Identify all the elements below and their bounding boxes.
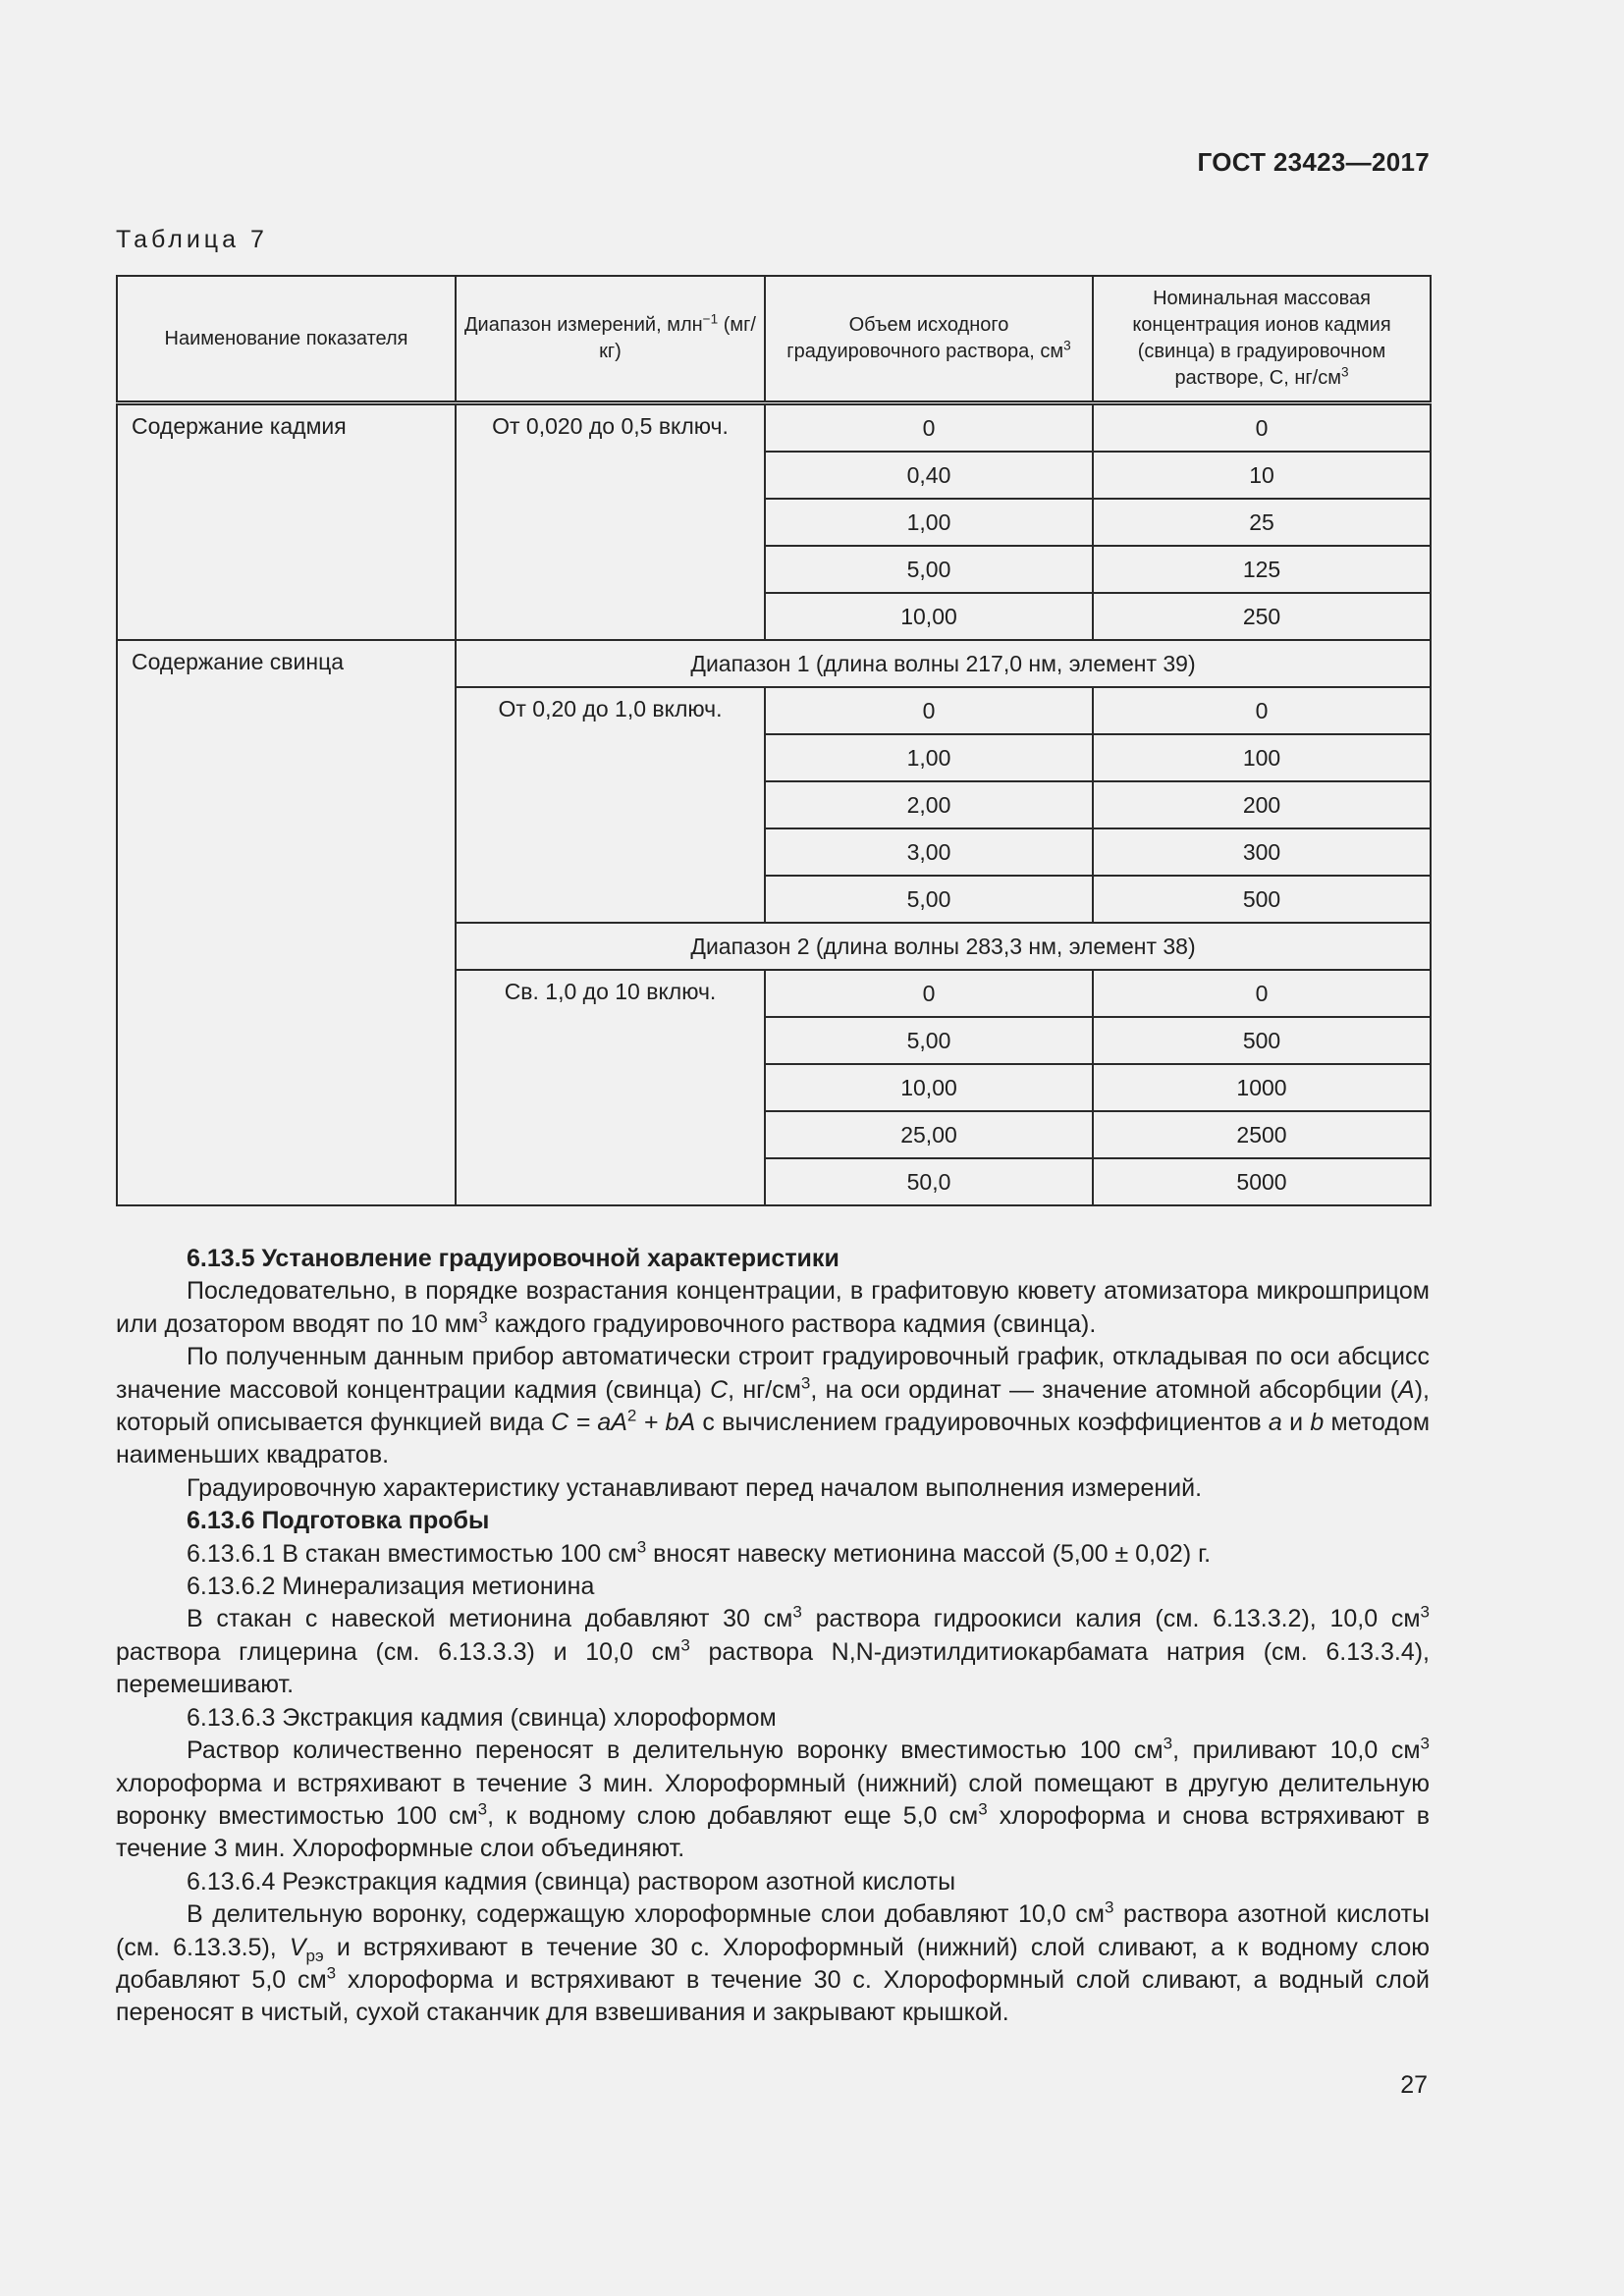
lead-name-cell: Содержание свинца xyxy=(117,640,456,1205)
header-indicator: Наименование показателя xyxy=(117,276,456,403)
concentration-cell: 125 xyxy=(1093,546,1431,593)
header-concentration: Номинальная массовая концентрация ионов кадмия (свинца) в градуировочном растворе, C, $нг/см^3$ xyxy=(1093,276,1431,403)
concentration-cell: 2500 xyxy=(1093,1111,1431,1158)
table-header-row xyxy=(117,276,1431,403)
concentration-cell: 500 xyxy=(1093,876,1431,923)
volume-cell: 5,00 xyxy=(765,546,1093,593)
concentration-cell: 0 xyxy=(1093,403,1431,453)
volume-cell: 25,00 xyxy=(765,1111,1093,1158)
body-text xyxy=(116,1243,1430,2030)
section-heading: 6.13.6 Подготовка пробы xyxy=(187,1507,490,1535)
concentration-cell: 250 xyxy=(1093,593,1431,640)
paragraph: 6.13.6.4 Реэкстракция кадмия (свинца) раствором азотной кислоты xyxy=(187,1867,956,1896)
volume-cell: 2,00 xyxy=(765,781,1093,828)
concentration-cell: 25 xyxy=(1093,499,1431,546)
volume-cell: 5,00 xyxy=(765,876,1093,923)
paragraph: В делительную воронку, содержащую хлороформные слои добавляют 10,0 $см^3$ раствора азотной кислоты (см. 6.13.3.5), $V_{рэ}$ и встряхивают в течение 30 с. Хлороформный (нижний) слой сливают, а к водному слою добавляют 5,0 $см^3$ хлороформа и встряхивают в течение 30 с. Хлороформный слой сливают, а водный слой переносят в чистый, сухой стаканчик для взвешивания и закрывают крышкой. xyxy=(116,1897,1430,2027)
cadmium-name-cell: Содержание кадмия xyxy=(117,403,456,641)
document-header: ГОСТ 23423—2017 xyxy=(1197,147,1430,177)
concentration-cell: 0 xyxy=(1093,970,1431,1017)
paragraph: 6.13.6.1 В стакан вместимостью 100 $см^3$ вносят навеску метионина массой (5,00 ± 0,02) г. xyxy=(187,1537,1212,1568)
table-row xyxy=(117,403,1431,453)
section-heading: 6.13.5 Установление градуировочной характеристики xyxy=(187,1245,839,1272)
volume-cell: 0 xyxy=(765,403,1093,453)
table-7 xyxy=(116,275,1432,1206)
paragraph: По полученным данным прибор автоматически строит градуировочный график, откладывая по оси абсцисс значение массовой концентрации кадмия (свинца) C, $нг/см^3$, на оси ординат — значение атомной абсорбции (A), который описывается функцией вида $C = aA^2$ + bA с вычислением градуировочных коэффициентов a и b методом наименьших квадратов. xyxy=(116,1343,1431,1469)
volume-cell: 10,00 xyxy=(765,1064,1093,1111)
concentration-cell: 5000 xyxy=(1093,1158,1431,1205)
volume-cell: 10,00 xyxy=(765,593,1093,640)
paragraph: 6.13.6.2 Минерализация метионина xyxy=(187,1573,595,1601)
volume-cell: 0,40 xyxy=(765,452,1093,499)
volume-cell: 50,0 xyxy=(765,1158,1093,1205)
lead-range2-title: Диапазон 2 (длина волны 283,3 нм, элемент 38) xyxy=(456,923,1431,970)
header-volume: Объем исходного градуировочного раствора, $см^3$ xyxy=(765,276,1093,403)
lead-range1-cell: От 0,20 до 1,0 включ. xyxy=(456,687,765,923)
paragraph: В стакан с навеской метионина добавляют 30 $см^3$ раствора гидроокиси калия (см. 6.13.3.2), 10,0 $см^3$ раствора глицерина (см. 6.13.3.3) и 10,0 $см^3$ раствора N,N-диэтилдитиокарбамата натрия (см. 6.13.3.4), перемешивают. xyxy=(116,1603,1430,1699)
volume-cell: 5,00 xyxy=(765,1017,1093,1064)
concentration-cell: 200 xyxy=(1093,781,1431,828)
volume-cell: 0 xyxy=(765,687,1093,734)
lead-range2-cell: Св. 1,0 до 10 включ. xyxy=(456,970,765,1205)
lead-range1-title: Диапазон 1 (длина волны 217,0 нм, элемент 39) xyxy=(456,640,1431,687)
page-number: 27 xyxy=(1400,2071,1428,2099)
paragraph: Последовательно, в порядке возрастания концентрации, в графитовую кювету атомизатора микрошприцом или дозатором вводят по 10 $мм^3$ каждого градуировочного раствора кадмия (свинца). xyxy=(116,1277,1430,1338)
header-range: Диапазон измерений, млн$^{-1}$ (мг/кг) xyxy=(456,276,765,403)
concentration-cell: 0 xyxy=(1093,687,1431,734)
volume-cell: 3,00 xyxy=(765,828,1093,876)
volume-cell: 1,00 xyxy=(765,734,1093,781)
concentration-cell: 10 xyxy=(1093,452,1431,499)
concentration-cell: 100 xyxy=(1093,734,1431,781)
paragraph: 6.13.6.3 Экстракция кадмия (свинца) хлороформом xyxy=(187,1703,777,1732)
concentration-cell: 500 xyxy=(1093,1017,1431,1064)
cadmium-range-cell: От 0,020 до 0,5 включ. xyxy=(456,403,765,641)
volume-cell: 0 xyxy=(765,970,1093,1017)
paragraph: Раствор количественно переносят в делительную воронку вместимостью 100 $см^3$, приливают 10,0 $см^3$ хлороформа и встряхивают в течение 3 мин. Хлороформный (нижний) слой помещают в другую делительную воронку вместимостью 100 $см^3$, к водному слою добавляют еще 5,0 $см^3$ хлороформа и снова встряхивают в течение 3 мин. Хлороформные слои объединяют. xyxy=(116,1734,1430,1863)
volume-cell: 1,00 xyxy=(765,499,1093,546)
paragraph: Градуировочную характеристику устанавливают перед началом выполнения измерений. xyxy=(187,1473,1203,1502)
table-caption: Таблица 7 xyxy=(116,226,268,253)
table-row xyxy=(117,640,1431,687)
concentration-cell: 300 xyxy=(1093,828,1431,876)
concentration-cell: 1000 xyxy=(1093,1064,1431,1111)
